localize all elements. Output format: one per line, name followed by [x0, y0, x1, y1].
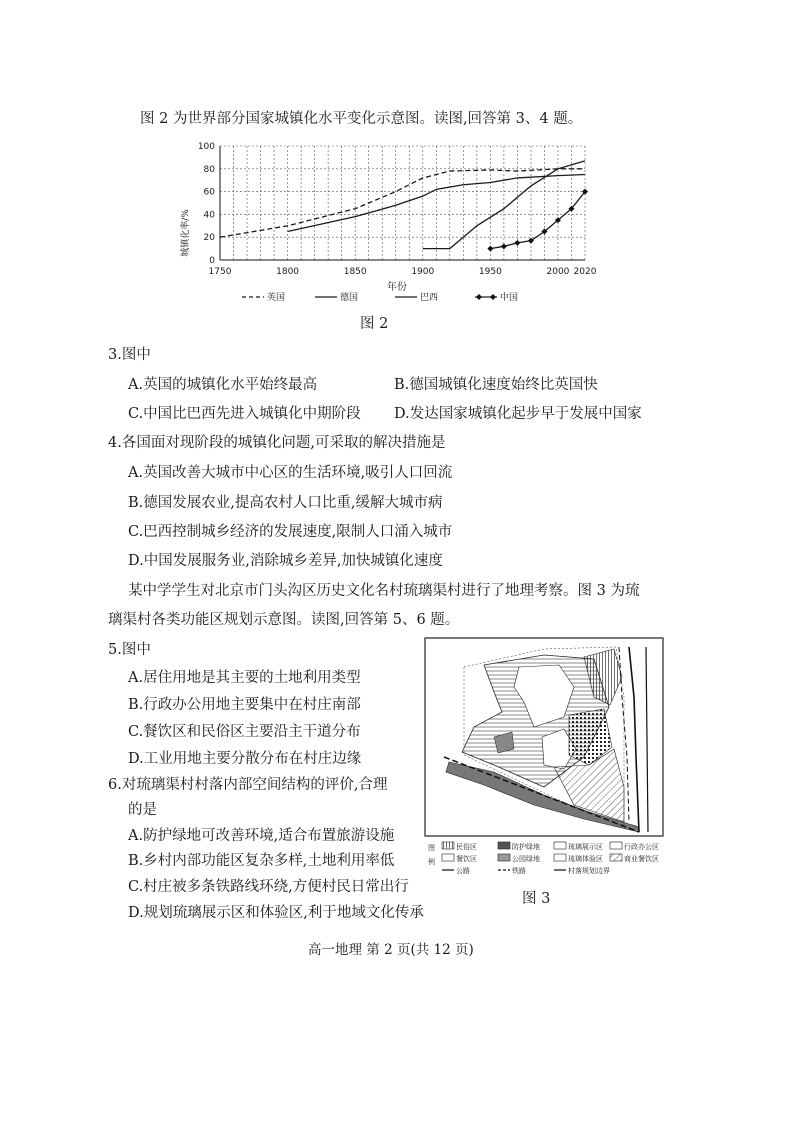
intro-text-2-line2: 璃渠村各类功能区规划示意图。读图,回答第 5、6 题。	[108, 612, 460, 628]
q5-option-c: C.餐饮区和民俗区主要沿主干道分布	[128, 724, 361, 740]
series-point	[487, 246, 493, 252]
legend-title-2: 例	[428, 858, 435, 866]
q5-option-d: D.工业用地主要分散分布在村庄边缘	[128, 751, 362, 767]
x-tick-label: 1900	[411, 267, 435, 277]
q3-stem: 3.图中	[108, 347, 151, 363]
legend-swatch	[554, 842, 566, 849]
y-tick-label: 60	[203, 187, 215, 198]
legend-item-label: 商业餐饮区	[624, 855, 659, 863]
intro-text-1: 图 2 为世界部分国家城镇化水平变化示意图。读图,回答第 3、4 题。	[140, 111, 583, 127]
legend-swatch	[442, 854, 454, 861]
series-point	[514, 240, 520, 246]
legend-swatch	[498, 842, 510, 849]
figure-3-caption: 图 3	[522, 891, 551, 907]
legend-swatch	[442, 842, 454, 849]
legend-swatch	[610, 854, 622, 861]
legend-marker	[490, 294, 496, 300]
x-tick-label: 2000	[546, 267, 570, 277]
legend-swatch	[554, 854, 566, 861]
chart-axes	[198, 142, 597, 277]
legend-item-label: 防护绿地	[512, 843, 540, 851]
q3-option-b: B.德国城镇化速度始终比英国快	[394, 377, 598, 393]
q6-option-c: C.村庄被多条铁路线环绕,方便村民日常出行	[128, 879, 409, 895]
figure-3-legend	[424, 838, 664, 878]
q4-option-a: A.英国改善大城市中心区的生活环境,吸引人口回流	[128, 465, 453, 481]
legend-item-label: 铁路	[512, 867, 526, 875]
figure-2-caption: 图 2	[360, 316, 389, 332]
q3-option-d: D.发达国家城镇化起步早于发展中国家	[394, 406, 642, 422]
legend-item-label: 琉璃体验区	[568, 855, 603, 863]
legend-item-label: 行政办公区	[624, 843, 659, 851]
x-axis-label: 年份	[387, 282, 407, 293]
series-line-3	[490, 192, 585, 249]
x-tick-label: 1850	[343, 267, 367, 277]
q6-option-a: A.防护绿地可改善环境,适合布置旅游设施	[128, 828, 395, 844]
q5-option-a: A.居住用地是其主要的土地利用类型	[128, 670, 361, 686]
y-tick-label: 80	[203, 164, 215, 175]
legend-item-label: 民俗区	[456, 843, 477, 851]
village-function-zone-map	[424, 637, 664, 837]
q5-option-b: B.行政办公用地主要集中在村庄南部	[128, 697, 361, 713]
q5-stem: 5.图中	[108, 642, 151, 658]
y-tick-label: 20	[203, 233, 215, 244]
x-tick-label: 1800	[276, 267, 300, 277]
y-tick-label: 100	[197, 142, 215, 152]
y-axis-label: 城镇化率/%	[181, 209, 191, 257]
series-point	[501, 243, 507, 249]
legend-item-label: 村落规划边界	[568, 867, 610, 875]
legend-label: 德国	[340, 293, 359, 303]
x-tick-label: 1750	[208, 267, 232, 277]
legend-item-label: 公路	[456, 867, 470, 875]
q3-option-c: C.中国比巴西先进入城镇化中期阶段	[128, 406, 361, 422]
chart-legend	[242, 291, 518, 303]
x-tick-label: 2020	[573, 267, 597, 277]
q4-option-c: C.巴西控制城乡经济的发展速度,限制人口涌入城市	[128, 524, 453, 540]
urbanization-line-chart	[180, 138, 600, 308]
q6-option-d: D.规划琉璃展示区和体验区,利于地域文化传承	[128, 905, 424, 921]
legend-marker	[476, 294, 482, 300]
page-footer: 高一地理 第 2 页(共 12 页)	[308, 942, 474, 958]
legend-item-label: 餐饮区	[456, 855, 477, 863]
legend-item-label: 公园绿地	[512, 855, 540, 863]
legend-swatch	[498, 854, 510, 861]
legend-label: 英国	[267, 293, 286, 303]
y-tick-label: 40	[203, 210, 215, 221]
intro-text-2-line1: 某中学学生对北京市门头沟区历史文化名村琉璃渠村进行了地理考察。图 3 为琉	[128, 583, 640, 599]
q6-option-b: B.乡村内部功能区复杂多样,土地利用率低	[128, 853, 395, 869]
legend-label: 巴西	[420, 293, 439, 303]
legend-title-1: 图	[428, 844, 435, 852]
q4-stem: 4.各国面对现阶段的城镇化问题,可采取的解决措施是	[108, 435, 446, 451]
q4-option-b: B.德国发展农业,提高农村人口比重,缓解大城市病	[128, 495, 443, 511]
q6-stem-line2: 的是	[128, 802, 157, 818]
legend-label: 中国	[500, 293, 519, 303]
legend-swatch	[610, 842, 622, 849]
q3-option-a: A.英国的城镇化水平始终最高	[128, 377, 318, 393]
q6-stem-line1: 6.对琉璃渠村村落内部空间结构的评价,合理	[108, 777, 388, 793]
q4-option-d: D.中国发展服务业,消除城乡差异,加快城镇化速度	[128, 553, 443, 569]
y-tick-label: 0	[209, 256, 215, 266]
x-tick-label: 1950	[478, 267, 502, 277]
legend-item-label: 琉璃展示区	[568, 843, 603, 851]
chart-series	[220, 161, 588, 252]
